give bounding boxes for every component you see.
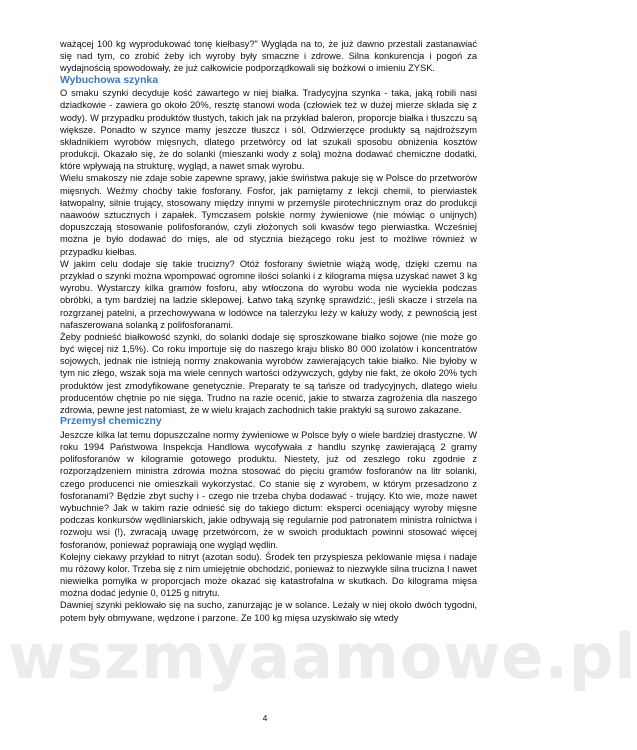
paragraph: Jeszcze kilka lat temu dopuszczalne normy żywieniowe w Polsce były o wiele bardziej drastyczne. W roku 1994 Państwowa Inspekcja Handlowa wycofywała z handlu szynkę zawierającą 2 gramy polifosforanów w kilogramie gotowego produktu. Niestety, już od zeszłego roku zgodnie z rozporządzeniem ministra zdrowia można stosować do pięciu gramów fosforanów na litr solanki, czego producenci nie omieszkali wykorzystać. Co stanie się z wyrobem, w którym przesadzono z fosforanami? Będzie zbyt suchy i - czego nie trzeba chyba dodawać - trujący. Kto wie, może nawet wybuchnie? Jak w takim razie odnieść się do takiego dictum: eksperci oceniający wyroby mięsne podczas konkursów wędliniarskich, jakie odbywają się regularnie pod patronatem ministra rolnictwa i rozwoju wsi (!), zwracają uwagę przetwórcom, że w swoich produktach powinni stosować więcej fosforanów, ponieważ poprawiają one wygląd wędlin. [60, 429, 477, 550]
section-heading: Przemysł chemiczny [60, 416, 162, 428]
watermark: wszmyaamowe.pl [8, 620, 637, 693]
section-heading: Wybuchowa szynka [60, 74, 158, 86]
paragraph: Wielu smakoszy nie zdaje sobie zapewne sprawy, jakie świństwa pakuje się w Polsce do przetworów mięsnych. Weźmy choćby takie fosforany. Fosfor, jak pamiętamy z lekcji chemii, to pierwiastek łatwopalny, silnie trujący, stosowany między innymi w przemyśle pirotechnicznym oraz do produkcji naawoów sztucznych i zapałek. Tymczasem polskie normy żywieniowe (nie mówiąc o unijnych) dopuszczają stosowanie polifosforanów, czyli złożonych soli kwasów tego pierwiastka. Wcześniej można je było dodawać do mięs, ale od stycznia bieżącego roku jest to możliwe również w przypadku kiełbas. [60, 173, 477, 257]
paragraph: O smaku szynki decyduje kość zawartego w niej białka. Tradycyjna szynka - taka, jaką robili nasi dziadkowie - zawiera go około 20%, resztę stanowi woda (człowiek też w dużej mierze składa się z wody). W przypadku produktów tłustych, takich jak na przykład baleron, proporcje białka i tłuszczu są większe. Ponadto w szynce mamy jeszcze tłuszcz i sól. Odzwierzęce produkty są najdroższym składnikiem wyrobów mięsnych, dlatego przetwórcy od lat szukali sposobu obniżenia kosztów produkcji. Okazało się, że do solanki (mieszanki wody z solą) można dodawać chemiczne dodatki, które wpływają na strukturę, wygląd, a nawet smak wyrobu. [60, 88, 477, 172]
paragraph: Żeby podnieść białkowość szynki, do solanki dodaje się sproszkowane białko sojowe (nie może go być więcej niż 1,5%). Co roku importuje się do naszego kraju blisko 80 000 izolatów i koncentratów sojowych, jednak nie istnieją normy znakowania wyrobów zawierających takie białko. Nie byłoby w tym nic złego, wszak soja ma wiele cennych wartości odżywczych, gdyby nie fakt, że około 20% tych produktów jest zmodyfikowane genetycznie. Preparaty te są tańsze od tradycyjnych, dlatego wielu producentów chętnie po nie sięga. Trudno na razie ocenić, jakie to stwarza zagrożenia dla naszego zdrowia, pewne jest natomiast, że w wielu krajach zachodnich takie praktyki są surowo zakazane. [60, 331, 477, 416]
paragraph: ważącej 100 kg wyprodukować tonę kiełbasy?" Wygląda na to, że już dawno przestali zastanawiać się nad tym, co zrobić żeby ich wyroby były smaczne i zdrowe. Silna konkurencja i pogoń za wydajnością spowodowały, że już całkowicie podporządkowali się bożkowi o imieniu ZYSK. [60, 39, 477, 74]
page-number: 4 [262, 713, 268, 723]
paragraph: Kolejny ciekawy przykład to nitryt (azotan sodu). Środek ten przyspiesza peklowanie mięsa i nadaje mu różowy kolor. Trzeba się z nim umiejętnie obchodzić, ponieważ to niezwykle silna trucizna I nawet niewielka pomyłka w proporcjach może okazać się katastrofalna w skutkach. Do kilograma mięsa można dodać jedynie 0, 0125 g nitrytu. [60, 551, 477, 599]
document-body [60, 38, 477, 624]
paragraph: W jakim celu dodaje się takie trucizny? Otóż fosforany świetnie wiążą wodę, dzięki czemu na przykład o szynki można wpompować ogromne ilości solanki i z kilograma mięsa uzyskać nawet 3 kg wyrobu. Wystarczy kilka gramów fosforu, aby wtłoczona do wyrobu woda nie wyciekła podczas obróbki, a tym bardziej na ladzie sklepowej. Łatwo taką szynkę sprawdzić:, jeśli skacze i strzela na rozgrzanej patelni, a przechowywana w lodówce na talerzyku leży w kałuży wody, z pewnością jest nafaszerowana solanką z polifosforanami. [60, 258, 477, 330]
paragraph: Dawniej szynki peklowało się na sucho, zanurzając je w solance. Leżały w niej około dwóch tygodni, potem były obmywane, wędzone i parzone. Ze 100 kg mięsa uzyskiwało się wtedy [60, 600, 477, 623]
